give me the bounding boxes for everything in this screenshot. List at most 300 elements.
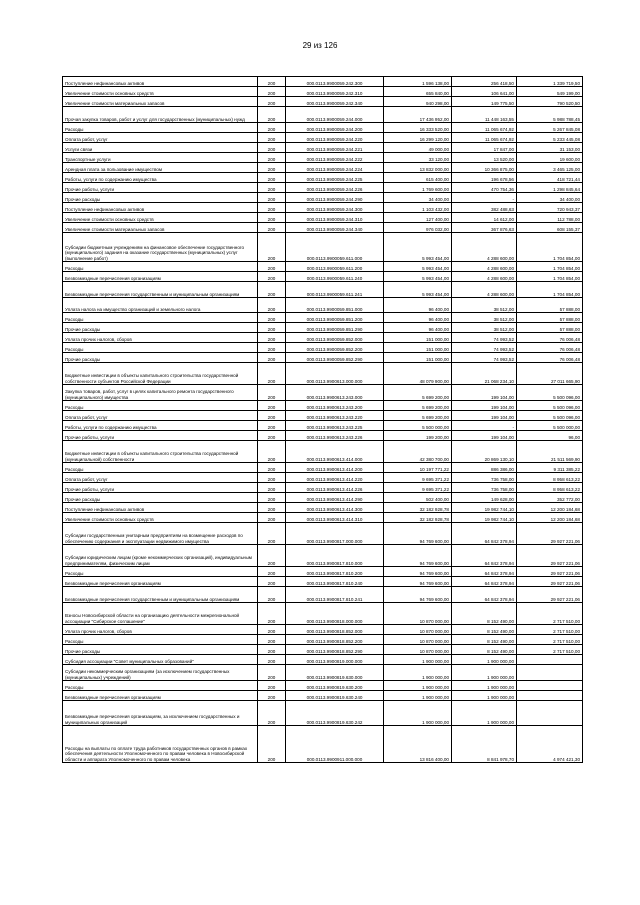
row-approved-cell: 13 816 400,00: [384, 726, 452, 763]
row-unexecuted-cell: 29 927 221,06: [517, 545, 583, 567]
row-executed-cell: 367 876,63: [452, 223, 517, 233]
row-code-line-cell: 200: [258, 645, 286, 655]
row-budget-code-cell: 000.0113.9900818.852.200: [286, 635, 384, 645]
row-name-cell: Расходы: [63, 567, 258, 577]
row-approved-cell: 5 699 200,00: [384, 401, 452, 411]
row-approved-cell: 94 769 600,00: [384, 545, 452, 567]
row-approved-cell: 10 197 771,22: [384, 463, 452, 473]
table-row: [63, 353, 583, 363]
row-budget-code-cell: 000.0113.9900613.243.000: [286, 385, 384, 401]
row-name-cell: Увеличение стоимости основных средств: [63, 87, 258, 97]
table-row: [63, 183, 583, 193]
row-approved-cell: 48 079 900,00: [384, 363, 452, 385]
table-row: [63, 726, 583, 763]
row-approved-cell: 199 200,00: [384, 431, 452, 441]
row-name-cell: Работы, услуги по содержанию имущества: [63, 173, 258, 183]
row-approved-cell: 655 840,00: [384, 87, 452, 97]
table-row: [63, 133, 583, 143]
row-budget-code-cell: 000.0113.9900817.000.000: [286, 523, 384, 545]
row-name-cell: Поступление нефинансовых активов: [63, 203, 258, 213]
row-budget-code-cell: 000.0113.9900613.000.000: [286, 363, 384, 385]
row-executed-cell: 199 104,00: [452, 411, 517, 421]
table-row: [63, 272, 583, 282]
table-row: [63, 87, 583, 97]
row-executed-cell: 4 288 600,00: [452, 272, 517, 282]
row-executed-cell: 11 065 674,92: [452, 123, 517, 133]
row-code-line-cell: 200: [258, 183, 286, 193]
row-approved-cell: 32 182 928,78: [384, 513, 452, 523]
row-unexecuted-cell: 2 717 510,00: [517, 645, 583, 655]
row-code-line-cell: 200: [258, 503, 286, 513]
row-approved-cell: 151 000,00: [384, 353, 452, 363]
row-name-cell: Транспортные услуги: [63, 153, 258, 163]
row-code-line-cell: 200: [258, 493, 286, 503]
table-row: [63, 333, 583, 343]
row-code-line-cell: 200: [258, 523, 286, 545]
row-name-cell: Прочие расходы: [63, 645, 258, 655]
row-unexecuted-cell: 57 888,00: [517, 298, 583, 313]
table-row: [63, 411, 583, 421]
row-approved-cell: 94 769 600,00: [384, 523, 452, 545]
row-executed-cell: 64 842 378,94: [452, 587, 517, 603]
table-row: [63, 203, 583, 213]
table-row: [63, 323, 583, 333]
table-row: [63, 645, 583, 655]
row-name-cell: Безвозмездные перечисления государственным и муниципальным организациям: [63, 282, 258, 298]
row-executed-cell: 17 847,00: [452, 143, 517, 153]
row-approved-cell: 42 380 700,00: [384, 441, 452, 463]
row-approved-cell: 1 900 000,00: [384, 681, 452, 691]
table-row: [63, 431, 583, 441]
table-row: [63, 625, 583, 635]
row-unexecuted-cell: 418 721,44: [517, 173, 583, 183]
row-executed-cell: 1 900 000,00: [452, 701, 517, 726]
row-name-cell: Закупка товаров, работ, услуг в целях капитального ремонта государственного (муниципального) имущества: [63, 385, 258, 401]
row-executed-cell: 106 641,00: [452, 87, 517, 97]
row-name-cell: Прочие работы, услуги: [63, 431, 258, 441]
row-code-line-cell: 200: [258, 463, 286, 473]
row-budget-code-cell: 000.0113.9900059.244.221: [286, 143, 384, 153]
row-approved-cell: 5 699 200,00: [384, 411, 452, 421]
row-unexecuted-cell: 549 199,00: [517, 87, 583, 97]
row-approved-cell: 33 120,00: [384, 153, 452, 163]
row-unexecuted-cell: 76 006,48: [517, 353, 583, 363]
row-code-line-cell: 200: [258, 577, 286, 587]
table-row: [63, 123, 583, 133]
row-approved-cell: 615 400,00: [384, 173, 452, 183]
row-approved-cell: 9 695 371,22: [384, 483, 452, 493]
row-unexecuted-cell: 1 298 845,64: [517, 183, 583, 193]
row-executed-cell: 19 982 744,10: [452, 513, 517, 523]
table-row: [63, 577, 583, 587]
row-code-line-cell: 200: [258, 153, 286, 163]
row-unexecuted-cell: [517, 691, 583, 701]
row-budget-code-cell: 000.0113.9900613.414.200: [286, 463, 384, 473]
row-approved-cell: 5 993 454,00: [384, 282, 452, 298]
row-budget-code-cell: 000.0113.9900059.244.310: [286, 213, 384, 223]
row-code-line-cell: 200: [258, 223, 286, 233]
row-name-cell: Бюджетные инвестиции в объекты капитального строительства государственной собственности субъектов Российской Федерации: [63, 363, 258, 385]
table-row: [63, 513, 583, 523]
row-approved-cell: 5 500 000,00: [384, 421, 452, 431]
row-executed-cell: 199 104,00: [452, 431, 517, 441]
table-row: [63, 363, 583, 385]
row-approved-cell: 10 870 000,00: [384, 635, 452, 645]
row-code-line-cell: 200: [258, 323, 286, 333]
table-row: [63, 298, 583, 313]
row-unexecuted-cell: 76 006,48: [517, 333, 583, 343]
row-approved-cell: 17 436 952,00: [384, 107, 452, 123]
row-executed-cell: 886 386,00: [452, 463, 517, 473]
row-executed-cell: 470 754,36: [452, 183, 517, 193]
row-name-cell: Расходы: [63, 635, 258, 645]
row-unexecuted-cell: 29 927 221,06: [517, 587, 583, 603]
row-name-cell: Прочие расходы: [63, 353, 258, 363]
row-unexecuted-cell: 2 717 510,00: [517, 625, 583, 635]
table-row: [63, 173, 583, 183]
row-budget-code-cell: 000.0113.9900059.851.000: [286, 298, 384, 313]
table-row: [63, 473, 583, 483]
row-name-cell: Поступление нефинансовых активов: [63, 77, 258, 87]
table-row: [63, 223, 583, 233]
row-unexecuted-cell: 34 400,00: [517, 193, 583, 203]
row-unexecuted-cell: 720 943,37: [517, 203, 583, 213]
row-budget-code-cell: 000.0113.9900059.244.220: [286, 133, 384, 143]
table-row: [63, 153, 583, 163]
row-name-cell: Работы, услуги по содержанию имущества: [63, 421, 258, 431]
row-approved-cell: 96 400,00: [384, 298, 452, 313]
row-budget-code-cell: 000.0113.9900613.243.226: [286, 431, 384, 441]
row-name-cell: Бюджетные инвестиции в объекты капитального строительства государственной (муниципальной) собственности: [63, 441, 258, 463]
row-code-line-cell: 200: [258, 133, 286, 143]
row-budget-code-cell: 000.0113.9900059.852.200: [286, 343, 384, 353]
row-name-cell: Поступление нефинансовых активов: [63, 503, 258, 513]
row-approved-cell: 13 832 000,00: [384, 163, 452, 173]
row-code-line-cell: 200: [258, 163, 286, 173]
row-code-line-cell: 200: [258, 343, 286, 353]
row-code-line-cell: 200: [258, 603, 286, 625]
row-code-line-cell: 200: [258, 193, 286, 203]
row-budget-code-cell: 000.0113.9900059.244.340: [286, 223, 384, 233]
row-unexecuted-cell: 5 267 845,08: [517, 123, 583, 133]
row-approved-cell: 1 596 138,00: [384, 77, 452, 87]
row-budget-code-cell: 000.0113.9900613.414.300: [286, 503, 384, 513]
table-row: [63, 421, 583, 431]
row-code-line-cell: 200: [258, 421, 286, 431]
row-approved-cell: 96 400,00: [384, 313, 452, 323]
table-row: [63, 503, 583, 513]
row-budget-code-cell: 000.0113.9900613.243.225: [286, 421, 384, 431]
row-budget-code-cell: 000.0113.9900059.244.290: [286, 193, 384, 203]
row-approved-cell: 5 993 454,00: [384, 272, 452, 282]
row-code-line-cell: 200: [258, 363, 286, 385]
row-code-line-cell: 200: [258, 665, 286, 681]
row-unexecuted-cell: 8 958 613,22: [517, 483, 583, 493]
row-name-cell: Оплата работ, услуг: [63, 411, 258, 421]
row-name-cell: Субсидия ассоциации "Совет муниципальных образований": [63, 655, 258, 665]
row-budget-code-cell: 000.0113.9900818.852.290: [286, 645, 384, 655]
table-row: [63, 313, 583, 323]
row-budget-code-cell: 000.0113.9900059.242.300: [286, 77, 384, 87]
row-code-line-cell: 200: [258, 401, 286, 411]
row-executed-cell: 8 152 490,00: [452, 625, 517, 635]
row-executed-cell: 8 152 490,00: [452, 603, 517, 625]
row-budget-code-cell: 000.0113.9900059.611.241: [286, 282, 384, 298]
row-unexecuted-cell: 1 339 719,50: [517, 77, 583, 87]
row-executed-cell: -: [452, 421, 517, 431]
row-name-cell: Безвозмездные перечисления организациям, за исключением государственных и муниципальных организаций: [63, 701, 258, 726]
table-body: [63, 77, 583, 763]
row-name-cell: Уплата налога на имущество организаций и земельного налога: [63, 298, 258, 313]
row-executed-cell: 74 993,52: [452, 353, 517, 363]
row-approved-cell: 151 000,00: [384, 343, 452, 353]
row-code-line-cell: 200: [258, 473, 286, 483]
row-budget-code-cell: 000.0113.9900613.414.290: [286, 493, 384, 503]
row-approved-cell: 940 298,00: [384, 97, 452, 107]
row-executed-cell: 38 512,00: [452, 323, 517, 333]
table-row: [63, 385, 583, 401]
table-row: [63, 262, 583, 272]
row-approved-cell: 94 769 600,00: [384, 577, 452, 587]
table-row: [63, 493, 583, 503]
row-executed-cell: 199 104,00: [452, 385, 517, 401]
row-executed-cell: 4 288 600,00: [452, 262, 517, 272]
row-budget-code-cell: 000.0113.9900817.810.241: [286, 587, 384, 603]
row-name-cell: Уплата прочих налогов, сборов: [63, 625, 258, 635]
row-executed-cell: 38 512,00: [452, 298, 517, 313]
row-executed-cell: 11 065 674,92: [452, 133, 517, 143]
row-code-line-cell: 200: [258, 87, 286, 97]
row-unexecuted-cell: 96,00: [517, 431, 583, 441]
row-executed-cell: 199 104,00: [452, 401, 517, 411]
row-executed-cell: 1 900 000,00: [452, 665, 517, 681]
row-unexecuted-cell: 5 500 000,00: [517, 421, 583, 431]
row-name-cell: Уплата прочих налогов, сборов: [63, 333, 258, 343]
row-unexecuted-cell: 8 958 613,22: [517, 473, 583, 483]
row-name-cell: Безвозмездные перечисления государственным и муниципальным организациям: [63, 587, 258, 603]
row-unexecuted-cell: 1 704 854,00: [517, 262, 583, 272]
row-executed-cell: 256 418,50: [452, 77, 517, 87]
row-code-line-cell: 200: [258, 691, 286, 701]
row-code-line-cell: 200: [258, 635, 286, 645]
row-budget-code-cell: 000.0113.9900819.000.000: [286, 655, 384, 665]
row-name-cell: Субсидии юридическим лицам (кроме некоммерческих организаций), индивидуальным предпринимателям, физическим лицам: [63, 545, 258, 567]
table-row: [63, 483, 583, 493]
row-unexecuted-cell: 3 465 125,00: [517, 163, 583, 173]
row-executed-cell: 11 448 163,55: [452, 107, 517, 123]
row-code-line-cell: 200: [258, 173, 286, 183]
table-row: [63, 213, 583, 223]
row-approved-cell: 32 182 928,78: [384, 503, 452, 513]
row-unexecuted-cell: 29 927 221,06: [517, 567, 583, 577]
row-approved-cell: 1 900 000,00: [384, 665, 452, 681]
row-approved-cell: 1 900 000,00: [384, 691, 452, 701]
row-executed-cell: 13 520,00: [452, 153, 517, 163]
row-code-line-cell: 200: [258, 567, 286, 577]
row-budget-code-cell: 000.0113.9900817.810.000: [286, 545, 384, 567]
row-budget-code-cell: 000.0113.9900059.852.290: [286, 353, 384, 363]
row-name-cell: Расходы: [63, 313, 258, 323]
row-code-line-cell: 200: [258, 681, 286, 691]
row-budget-code-cell: 000.0113.9900059.851.290: [286, 323, 384, 333]
row-unexecuted-cell: 2 717 510,00: [517, 635, 583, 645]
row-approved-cell: 16 333 520,00: [384, 123, 452, 133]
row-approved-cell: 127 400,00: [384, 213, 452, 223]
row-unexecuted-cell: [517, 681, 583, 691]
row-budget-code-cell: 000.0113.9900059.244.200: [286, 123, 384, 133]
row-name-cell: Оплата работ, услуг: [63, 133, 258, 143]
row-executed-cell: 38 512,00: [452, 313, 517, 323]
row-unexecuted-cell: 19 600,00: [517, 153, 583, 163]
row-budget-code-cell: 000.0113.9900613.414.310: [286, 513, 384, 523]
row-executed-cell: 8 152 490,00: [452, 645, 517, 655]
row-name-cell: Прочие расходы: [63, 493, 258, 503]
row-executed-cell: 736 758,00: [452, 473, 517, 483]
page-number: 29 из 126: [302, 41, 338, 50]
row-executed-cell: 8 841 978,70: [452, 726, 517, 763]
table-row: [63, 343, 583, 353]
row-unexecuted-cell: 1 704 854,00: [517, 282, 583, 298]
row-name-cell: Субсидии государственным унитарным предприятиям на возмещение расходов по обеспечению содержания и эксплуатации недвижимого имущества: [63, 523, 258, 545]
row-approved-cell: 151 000,00: [384, 333, 452, 343]
row-code-line-cell: 200: [258, 77, 286, 87]
row-unexecuted-cell: 112 788,00: [517, 213, 583, 223]
row-unexecuted-cell: 21 511 569,90: [517, 441, 583, 463]
row-name-cell: Увеличение стоимости материальных запасов: [63, 97, 258, 107]
row-code-line-cell: 200: [258, 298, 286, 313]
row-executed-cell: 74 993,52: [452, 343, 517, 353]
row-budget-code-cell: 000.0113.9900059.851.200: [286, 313, 384, 323]
row-executed-cell: 4 288 600,00: [452, 233, 517, 262]
table-row: [63, 193, 583, 203]
row-budget-code-cell: 000.0113.9900817.810.200: [286, 567, 384, 577]
row-approved-cell: 34 400,00: [384, 193, 452, 203]
row-executed-cell: 736 758,00: [452, 483, 517, 493]
row-unexecuted-cell: [517, 665, 583, 681]
row-executed-cell: 64 842 378,94: [452, 523, 517, 545]
row-budget-code-cell: 000.0113.9900059.244.300: [286, 203, 384, 213]
row-executed-cell: 64 842 378,94: [452, 545, 517, 567]
row-unexecuted-cell: 4 974 421,30: [517, 726, 583, 763]
row-approved-cell: 5 993 454,00: [384, 233, 452, 262]
row-budget-code-cell: 000.0113.9900613.414.000: [286, 441, 384, 463]
row-executed-cell: 74 993,52: [452, 333, 517, 343]
row-unexecuted-cell: 790 520,50: [517, 97, 583, 107]
row-code-line-cell: 200: [258, 483, 286, 493]
row-code-line-cell: 200: [258, 143, 286, 153]
row-budget-code-cell: 000.0113.9900819.630.240: [286, 691, 384, 701]
table-row: [63, 655, 583, 665]
row-approved-cell: 16 299 120,00: [384, 133, 452, 143]
row-name-cell: Расходы на выплаты по оплате труда работников государственных органов в рамках обеспечения деятельности Уполномоченного по правам человека в Новосибирской области и аппарата Уполномоченного по правам человека: [63, 726, 258, 763]
row-code-line-cell: 200: [258, 545, 286, 567]
row-budget-code-cell: 000.0113.9900613.414.226: [286, 483, 384, 493]
row-executed-cell: -: [452, 193, 517, 203]
row-name-cell: Арендная плата за пользование имуществом: [63, 163, 258, 173]
budget-table: [62, 76, 583, 763]
row-budget-code-cell: 000.0113.9900059.244.225: [286, 173, 384, 183]
row-name-cell: Прочая закупка товаров, работ и услуг для государственных (муниципальных) нужд: [63, 107, 258, 123]
row-unexecuted-cell: 1 704 854,00: [517, 233, 583, 262]
row-approved-cell: 9 695 371,22: [384, 473, 452, 483]
row-approved-cell: 1 103 432,00: [384, 203, 452, 213]
row-unexecuted-cell: 27 011 665,90: [517, 363, 583, 385]
row-code-line-cell: 200: [258, 213, 286, 223]
row-unexecuted-cell: 9 311 385,22: [517, 463, 583, 473]
row-budget-code-cell: 000.0113.9900613.243.220: [286, 411, 384, 421]
table-row: [63, 701, 583, 726]
row-code-line-cell: 200: [258, 353, 286, 363]
table-row: [63, 603, 583, 625]
row-code-line-cell: 200: [258, 431, 286, 441]
row-executed-cell: 20 869 130,10: [452, 441, 517, 463]
row-name-cell: Расходы: [63, 262, 258, 272]
row-code-line-cell: 200: [258, 701, 286, 726]
row-approved-cell: 94 769 600,00: [384, 587, 452, 603]
table-row: [63, 401, 583, 411]
row-code-line-cell: 200: [258, 107, 286, 123]
row-budget-code-cell: 000.0113.9900059.242.310: [286, 87, 384, 97]
row-code-line-cell: 200: [258, 333, 286, 343]
row-budget-code-cell: 000.0113.9900059.244.222: [286, 153, 384, 163]
row-approved-cell: 94 769 600,00: [384, 567, 452, 577]
row-name-cell: Услуги связи: [63, 143, 258, 153]
row-budget-code-cell: 000.0113.9900911.000.000: [286, 726, 384, 763]
table-row: [63, 587, 583, 603]
row-budget-code-cell: 000.0113.9900613.243.200: [286, 401, 384, 411]
row-code-line-cell: 200: [258, 272, 286, 282]
row-name-cell: Безвозмездные перечисления организациям: [63, 272, 258, 282]
row-executed-cell: 382 488,63: [452, 203, 517, 213]
row-budget-code-cell: 000.0113.9900819.630.242: [286, 701, 384, 726]
row-name-cell: Расходы: [63, 343, 258, 353]
row-unexecuted-cell: [517, 655, 583, 665]
row-approved-cell: 10 870 000,00: [384, 625, 452, 635]
row-budget-code-cell: 000.0113.9900059.242.340: [286, 97, 384, 107]
table-row: [63, 97, 583, 107]
row-executed-cell: 64 842 378,94: [452, 577, 517, 587]
table-row: [63, 545, 583, 567]
row-approved-cell: 96 400,00: [384, 323, 452, 333]
table-row: [63, 282, 583, 298]
row-unexecuted-cell: 12 200 184,68: [517, 513, 583, 523]
row-code-line-cell: 200: [258, 262, 286, 272]
row-code-line-cell: 200: [258, 97, 286, 107]
row-executed-cell: 1 900 000,00: [452, 691, 517, 701]
row-unexecuted-cell: 5 500 096,00: [517, 401, 583, 411]
table-row: [63, 665, 583, 681]
row-approved-cell: 1 769 600,00: [384, 183, 452, 193]
row-unexecuted-cell: 5 233 445,08: [517, 133, 583, 143]
table-row: [63, 77, 583, 87]
row-name-cell: Расходы: [63, 123, 258, 133]
row-budget-code-cell: 000.0113.9900059.611.000: [286, 233, 384, 262]
row-code-line-cell: 200: [258, 123, 286, 133]
row-code-line-cell: 200: [258, 385, 286, 401]
row-unexecuted-cell: 57 888,00: [517, 323, 583, 333]
row-code-line-cell: 200: [258, 625, 286, 635]
row-budget-code-cell: 000.0113.9900059.611.200: [286, 262, 384, 272]
row-executed-cell: 10 366 875,00: [452, 163, 517, 173]
row-unexecuted-cell: 352 772,00: [517, 493, 583, 503]
row-code-line-cell: 200: [258, 233, 286, 262]
row-budget-code-cell: 000.0113.9900819.630.200: [286, 681, 384, 691]
row-unexecuted-cell: 5 988 788,45: [517, 107, 583, 123]
row-name-cell: Расходы: [63, 463, 258, 473]
row-name-cell: Увеличение стоимости основных средств: [63, 513, 258, 523]
row-code-line-cell: 200: [258, 513, 286, 523]
row-name-cell: Прочие работы, услуги: [63, 183, 258, 193]
